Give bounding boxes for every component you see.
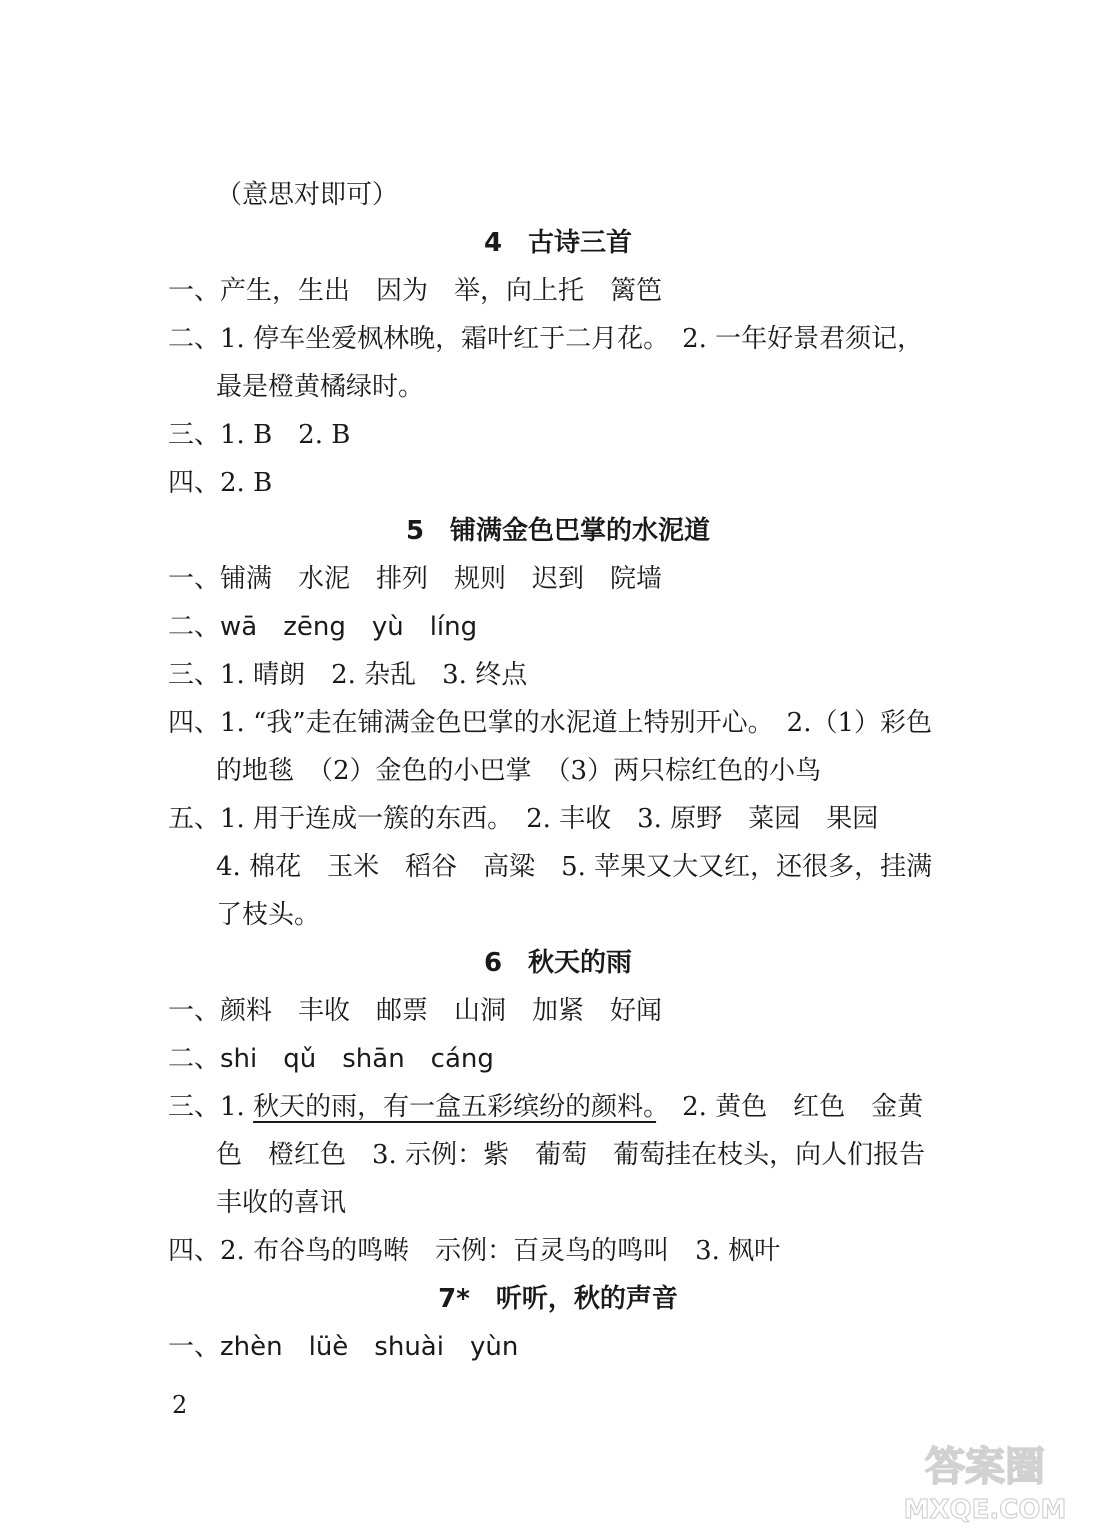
answer-prefix: 三、1. [168,1092,254,1122]
answer-line: 三、1. B 2. B [168,420,351,450]
answer-line: 四、1. “我”走在铺满金色巴掌的水泥道上特别开心。 2.（1）彩色 [168,708,933,738]
watermark-logo [885,1432,1085,1528]
answer-line: 一、产生，生出 因为 举，向上托 篱笆 [168,276,663,306]
watermark-text-url: MXQE.COM [903,1495,1067,1525]
lesson-heading-7: 7* 听听，秋的声音 [438,1284,678,1314]
answer-line [168,1090,948,1124]
answer-line: 一、颜料 丰收 邮票 山洞 加紧 好闻 [168,996,663,1026]
answer-line: 4. 棉花 玉米 稻谷 高粱 5. 苹果又大又红，还很多，挂满 [216,852,933,882]
answer-line: 三、1. 晴朗 2. 杂乱 3. 终点 [168,660,528,690]
page-number: 2 [172,1391,188,1419]
answer-line: 最是橙黄橘绿时。 [216,372,425,402]
answer-line-pinyin: 二、shi qǔ shān cáng [168,1044,494,1074]
answer-line: 五、1. 用于连成一簇的东西。 2. 丰收 3. 原野 菜园 果园 [168,804,879,834]
answer-line: 了枝头。 [216,900,321,930]
answer-line: 一、铺满 水泥 排列 规则 迟到 院墙 [168,564,663,594]
lesson-heading-5: 5 铺满金色巴掌的水泥道 [405,516,711,546]
watermark-text-cn: 答案圈 [925,1444,1045,1490]
answer-line: 的地毯 （2）金色的小巴掌 （3）两只棕红色的小鸟 [216,756,822,786]
answer-line: （意思对即可） [216,180,399,210]
answer-line-pinyin: 一、zhèn lüè shuài yùn [168,1332,519,1362]
answer-line: 丰收的喜讯 [216,1188,347,1218]
answer-text: 2. 黄色 红色 金黄 [656,1092,924,1122]
answer-line: 四、2. B [168,468,273,498]
answer-line: 二、1. 停车坐爱枫林晚，霜叶红于二月花。 2. 一年好景君须记， [168,324,924,354]
answer-line-pinyin: 二、wā zēng yù líng [168,612,478,642]
answer-line: 四、2. 布谷鸟的鸣啭 示例：百灵鸟的鸣叫 3. 枫叶 [168,1236,781,1266]
lesson-heading-6: 6 秋天的雨 [483,948,633,978]
answer-line: 色 橙红色 3. 示例：紫 葡萄 葡萄挂在枝头，向人们报告 [216,1140,926,1170]
lesson-heading-4: 4 古诗三首 [483,228,633,258]
underlined-answer: 秋天的雨，有一盒五彩缤纷的颜料。 [253,1092,657,1122]
